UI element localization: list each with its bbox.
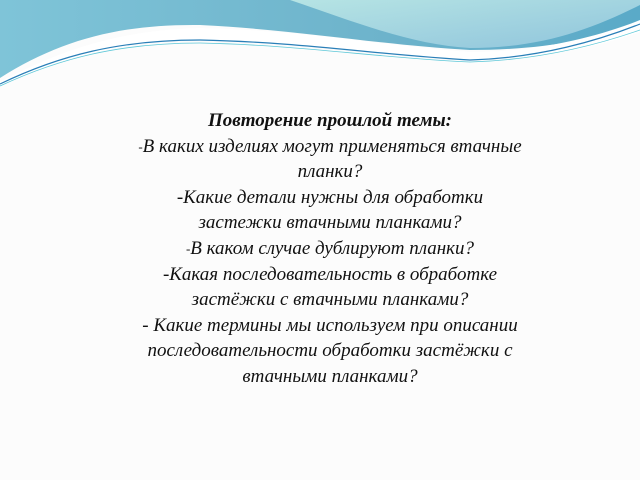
question-text: последовательности обработки застёжки с	[147, 340, 513, 362]
question-text: втачными планками?	[242, 365, 418, 387]
question-text: В каких изделиях могут применяться втачные	[142, 135, 522, 157]
question-text: планки?	[297, 161, 363, 183]
question-line	[100, 236, 560, 262]
question-text: -Какие детали нужны для обработки	[176, 186, 484, 208]
header-wave-decoration	[0, 0, 640, 90]
question-line	[100, 313, 560, 339]
question-line	[100, 262, 560, 288]
question-line	[100, 287, 560, 313]
slide-body	[100, 108, 560, 390]
question-line	[100, 185, 560, 211]
bullet-marker: -	[185, 240, 191, 256]
question-text: -Какая последовательность в обработке	[162, 263, 498, 285]
slide-title: Повторение прошлой темы:	[207, 110, 452, 131]
question-text: - Какие термины мы используем при описании	[142, 314, 518, 336]
question-text: застежки втачными планками?	[198, 212, 462, 234]
question-line	[100, 338, 560, 364]
question-text: В каком случае дублируют планки?	[190, 237, 475, 259]
question-line	[100, 134, 560, 160]
bullet-marker: -	[138, 138, 143, 154]
question-text: застёжки с втачными планками?	[191, 289, 469, 311]
question-line	[100, 210, 560, 236]
question-line	[100, 159, 560, 185]
question-line	[100, 364, 560, 390]
